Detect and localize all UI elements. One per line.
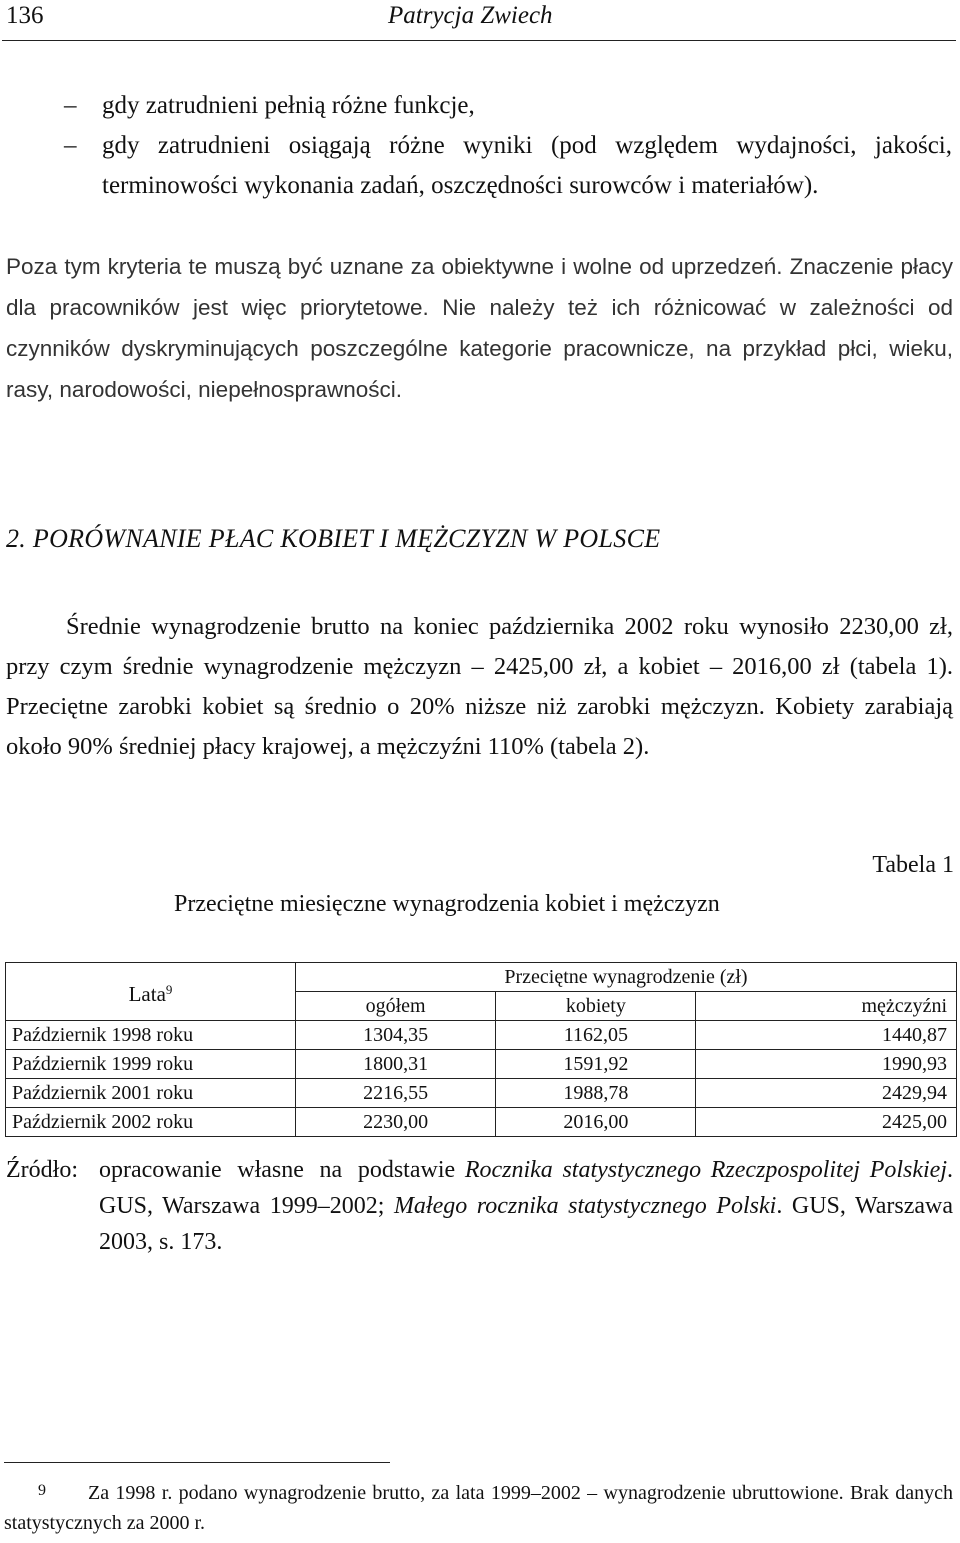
cell-women: 1162,05 [496,1021,696,1050]
footnote-rule [4,1462,390,1463]
source-text-part: . GUS, Warszawa 1999–2002; [99,1157,953,1219]
paragraph-wages: Średnie wynagrodzenie brutto na koniec października 2002 roku wynosiło 2230,00 zł, przy czym średnie wynagrodzenie mężczyzn – 2425,00 zł, a kobiet – 2016,00 zł (tabela 1). Przeciętne zarobki kobiet są średnio o 20% niższe niż zarobki mężczyzn. Kobiety zarabiają około 90% średniej płacy krajowej, a mężczyźni 110% (tabela 2). [6,613,953,760]
table-caption: Przeciętne miesięczne wynagrodzenia kobiet i mężczyzn [174,891,720,917]
row-header-label: Lata [128,981,166,1006]
cell-women: 2016,00 [496,1108,696,1137]
cell-women: 1591,92 [496,1050,696,1079]
footnote-ref: 9 [165,981,173,997]
dash-bullet: – [64,132,77,159]
column-header-men: mężczyźni [696,992,957,1021]
paragraph-criteria: Poza tym kryteria te muszą być uznane za obiektywne i wolne od uprzedzeń. Znaczenie płacy dla pracowników jest więc priorytetowe. Nie należy też ich różnicować w zależności od czynników dyskryminujących poszczególne kategorie pracownicze, na przykład płci, wieku, rasy, narodowości, niepełnosprawności. [6,254,953,402]
table-row [6,1050,957,1079]
table-source [6,1152,953,1260]
header-rule [2,40,956,41]
cell-year: Październik 2001 roku [6,1079,296,1108]
table-row [6,1021,957,1050]
running-head-author: Patrycja Zwiech [388,2,553,29]
cell-men: 2429,94 [696,1079,957,1108]
page-header [0,0,960,42]
section-heading: 2. PORÓWNANIE PŁAC KOBIET I MĘŻCZYZN W POLSCE [6,524,661,553]
list-item [60,86,952,126]
table-number: Tabela 1 [872,852,954,878]
cell-total: 1304,35 [296,1021,496,1050]
source-text-part: opracowanie własne na podstawie [99,1157,456,1183]
cell-men: 1990,93 [696,1050,957,1079]
cell-men: 2425,00 [696,1108,957,1137]
cell-year: Październik 1998 roku [6,1021,296,1050]
table-row [6,1079,957,1108]
cell-women: 1988,78 [496,1079,696,1108]
cell-total: 1800,31 [296,1050,496,1079]
source-text [99,1152,953,1260]
footnote-mark: 9 [38,1482,46,1499]
dash-bullet: – [64,92,77,119]
table-row [6,1108,957,1137]
cell-men: 1440,87 [696,1021,957,1050]
list-item-text: gdy zatrudnieni osiągają różne wyniki (pod względem wydajności, jakości, terminowości wykonania zadań, oszczędności surowców i materiałów). [102,132,952,199]
footnote-text: Za 1998 r. podano wynagrodzenie brutto, za lata 1999–2002 – wynagrodzenie ubruttowione. Brak danych statystycznych za 2000 r. [4,1482,953,1534]
source-title: Małego rocznika statystycznego Polski [393,1193,777,1219]
footnote [4,1478,953,1538]
cell-total: 2216,55 [296,1079,496,1108]
source-label: Źródło: [6,1157,78,1183]
table-header-row [6,963,957,992]
column-header-women: kobiety [496,992,696,1021]
source-text-part: . GUS, Warszawa 2003, s. 173. [99,1193,954,1255]
page-number: 136 [6,2,44,29]
criteria-list [60,86,952,206]
cell-year: Październik 1999 roku [6,1050,296,1079]
list-item-text: gdy zatrudnieni pełnią różne funkcje, [102,92,475,119]
cell-total: 2230,00 [296,1108,496,1137]
source-title: Rocznika statystycznego Rzeczpospolitej Polskiej [464,1157,947,1183]
row-header-years [6,963,296,1021]
column-header-total: ogółem [296,992,496,1021]
group-header: Przeciętne wynagrodzenie (zł) [296,963,957,992]
wages-table [5,962,957,1137]
list-item [60,126,952,206]
cell-year: Październik 2002 roku [6,1108,296,1137]
